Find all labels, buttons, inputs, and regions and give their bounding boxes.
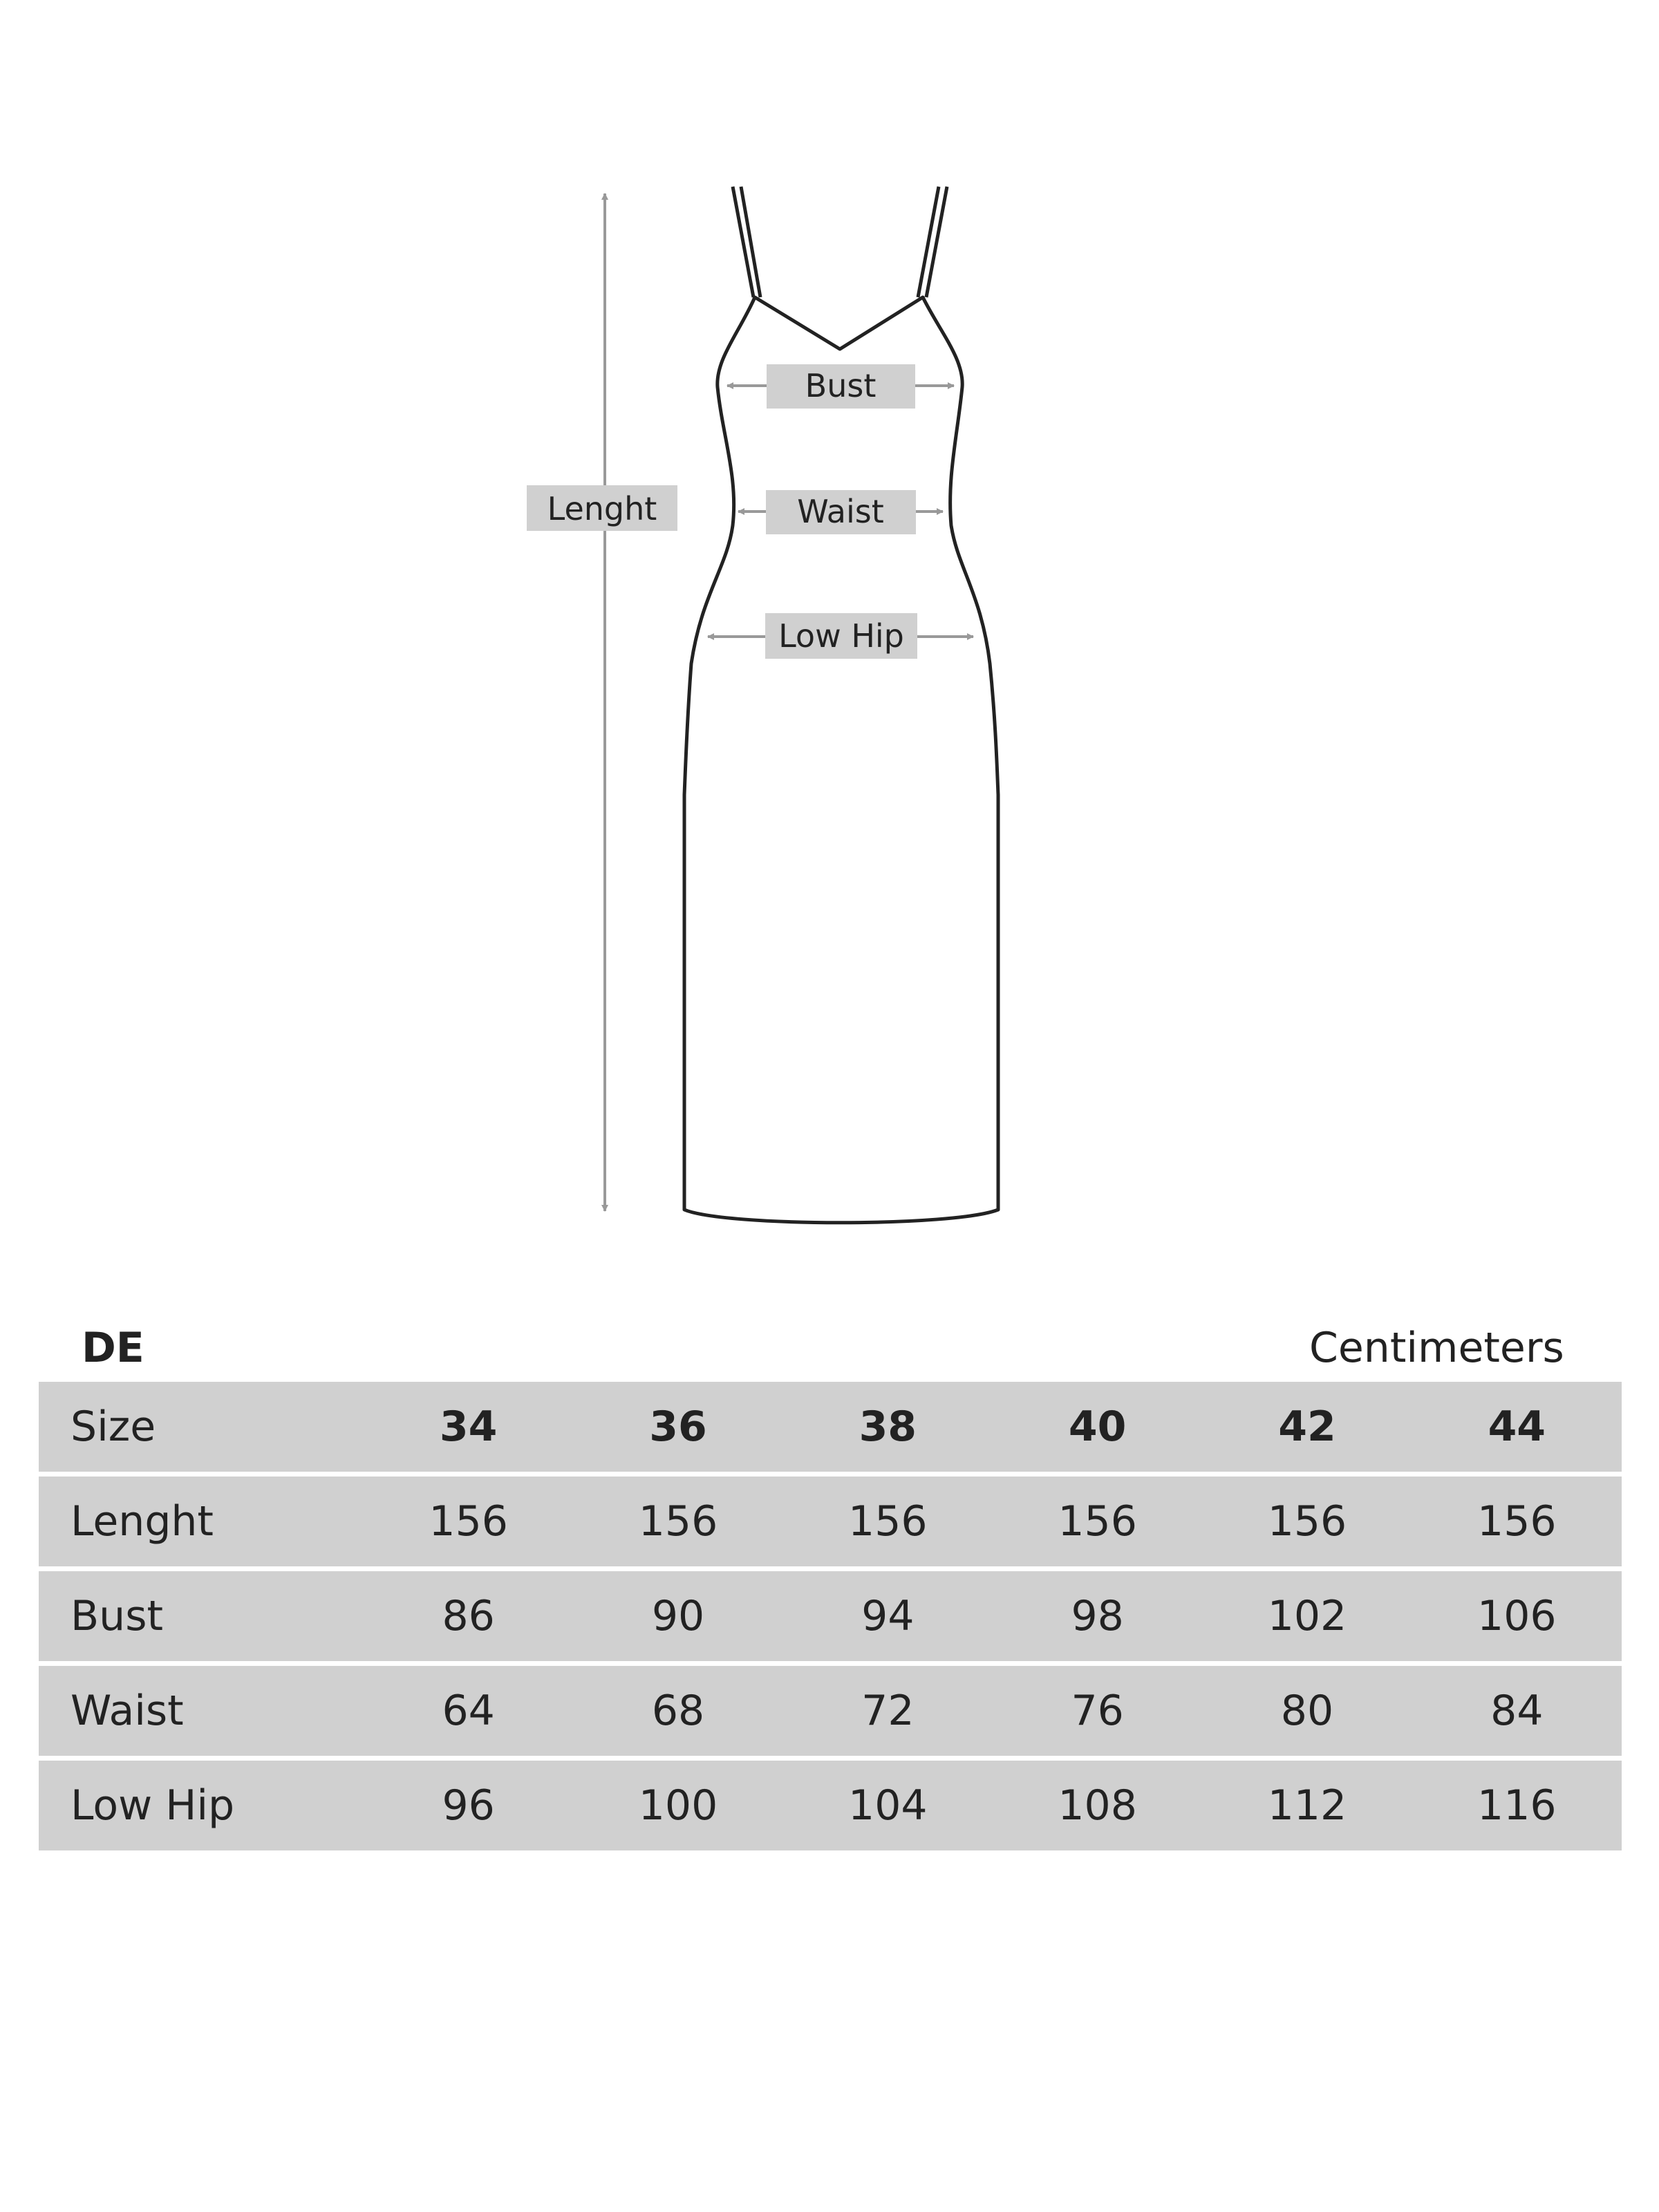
table-cell: 68 <box>573 1666 782 1756</box>
table-cell: 156 <box>783 1477 993 1566</box>
bust-label: Bust <box>805 367 877 404</box>
table-cell: 102 <box>1202 1571 1412 1661</box>
table-cell: 106 <box>1412 1571 1622 1661</box>
unit-label: Centimeters <box>1309 1324 1564 1372</box>
table-row <box>39 1571 1622 1661</box>
row-label: Lenght <box>39 1477 364 1566</box>
table-row <box>39 1761 1622 1850</box>
table-cell: 80 <box>1202 1666 1412 1756</box>
size-chart-table <box>39 1377 1622 1855</box>
table-cell: 104 <box>783 1761 993 1850</box>
table-cell: 84 <box>1412 1666 1622 1756</box>
table-cell: 156 <box>364 1477 573 1566</box>
table-cell: 116 <box>1412 1761 1622 1850</box>
table-cell: 108 <box>993 1761 1202 1850</box>
table-cell: 96 <box>364 1761 573 1850</box>
table-cell: 100 <box>573 1761 782 1850</box>
length-label: Lenght <box>547 490 657 527</box>
table-cell: 86 <box>364 1571 573 1661</box>
table-cell: 94 <box>783 1571 993 1661</box>
low-hip-label: Low Hip <box>778 617 904 655</box>
table-cell: 98 <box>993 1571 1202 1661</box>
row-label: Bust <box>39 1571 364 1661</box>
table-cell: 156 <box>1202 1477 1412 1566</box>
dress-outline <box>684 297 998 1223</box>
size-cell: 34 <box>364 1382 573 1472</box>
dress-straps <box>733 187 947 297</box>
size-cell: 36 <box>573 1382 782 1472</box>
waist-label: Waist <box>797 493 884 530</box>
row-label: Waist <box>39 1666 364 1756</box>
table-cell: 156 <box>573 1477 782 1566</box>
table-row <box>39 1477 1622 1566</box>
size-cell: 42 <box>1202 1382 1412 1472</box>
table-row <box>39 1666 1622 1756</box>
table-cell: 112 <box>1202 1761 1412 1850</box>
row-label: Low Hip <box>39 1761 364 1850</box>
table-header-row <box>39 1382 1622 1472</box>
table-cell: 156 <box>1412 1477 1622 1566</box>
table-cell: 64 <box>364 1666 573 1756</box>
size-cell: 38 <box>783 1382 993 1472</box>
table-cell: 90 <box>573 1571 782 1661</box>
header-label: Size <box>39 1382 364 1472</box>
size-cell: 44 <box>1412 1382 1622 1472</box>
table-cell: 156 <box>993 1477 1202 1566</box>
table-cell: 72 <box>783 1666 993 1756</box>
region-label: DE <box>82 1324 144 1372</box>
table-cell: 76 <box>993 1666 1202 1756</box>
size-cell: 40 <box>993 1382 1202 1472</box>
